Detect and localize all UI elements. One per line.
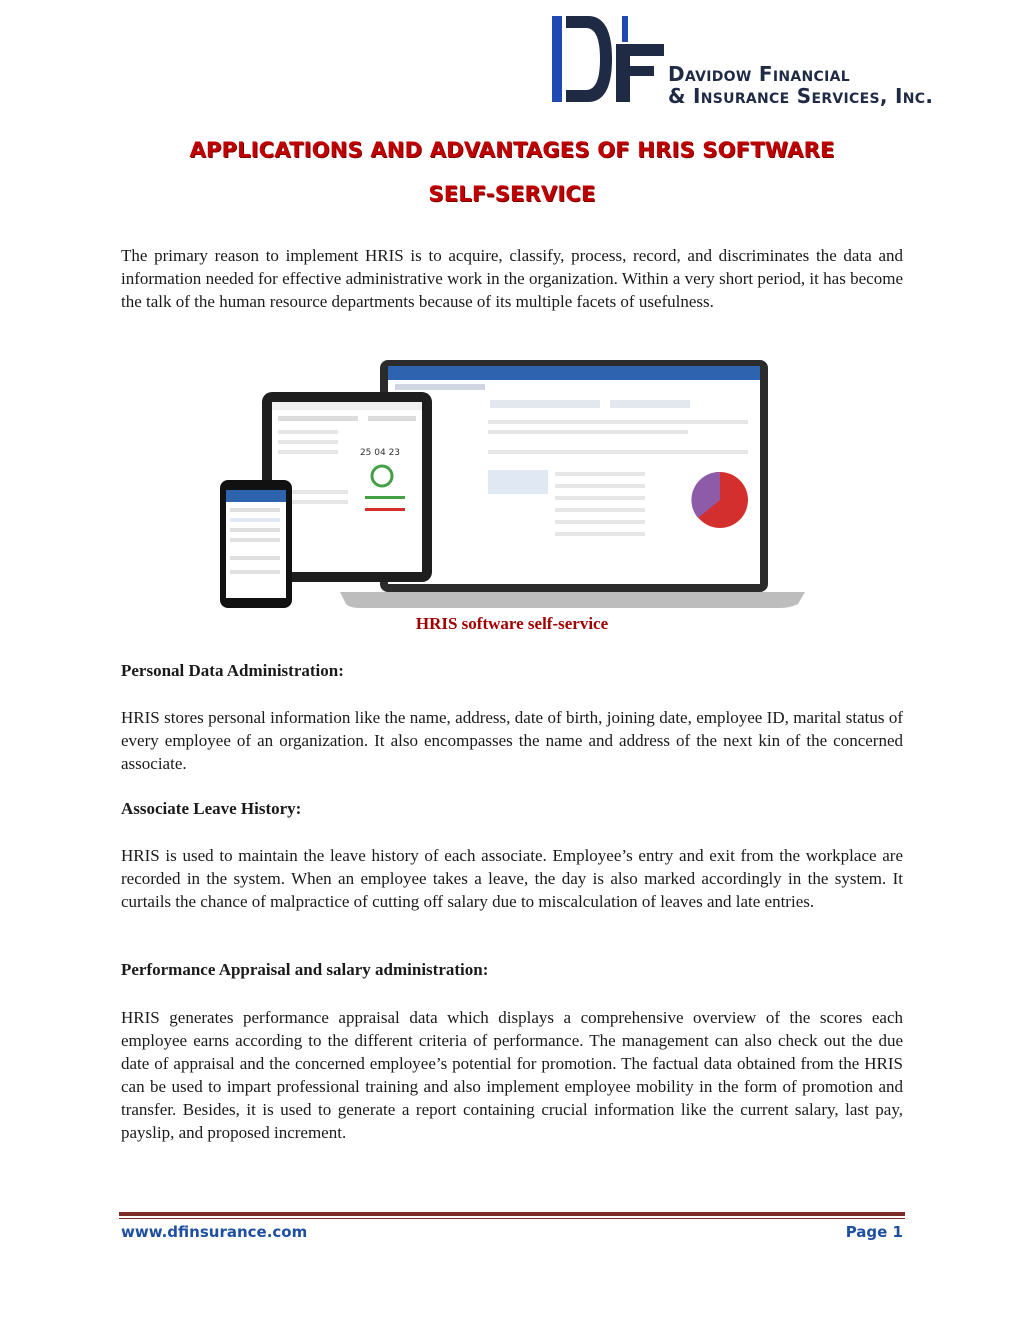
df-logo-mark <box>548 14 668 106</box>
footer-rule-thick <box>119 1212 905 1216</box>
tablet-screen <box>272 402 422 572</box>
footer-website-link[interactable]: www.dfinsurance.com <box>121 1223 308 1241</box>
logo-line-2: & Insurance Services, Inc. <box>668 84 934 108</box>
logo-wordmark <box>668 64 933 107</box>
figure-caption: HRIS software self-service <box>415 614 609 633</box>
footer-page-number: Page 1 <box>845 1223 903 1241</box>
section-body-performance-appraisal: HRIS generates performance appraisal data which displays a comprehensive overview of the scores each employee earns according to the different criteria of performance. The management can also check out the due date of appraisal and the concerned employee’s potential for promotion. The factual data obtained from the HRIS can be used to impart professional training and also implement employee mobility in the form of promotion and transfer. Besides, it is used to generate a report containing crucial information like the current salary, last pay, payslip, and proposed increment. <box>121 1008 903 1142</box>
company-logo <box>548 14 1008 106</box>
logo-line-1: Davidow Financial <box>668 62 850 86</box>
phone-screen <box>226 490 286 598</box>
section-body-leave-history: HRIS is used to maintain the leave history of each associate. Employee’s entry and exit from the workplace are recorded in the system. When an employee takes a leave, the day is also marked accordingly in the system. It curtails the chance of malpractice of cutting off salary due to miscalculation of leaves and late entries. <box>121 846 903 911</box>
devices-image <box>220 360 805 610</box>
page-title <box>110 128 914 216</box>
page-title-line-1: APPLICATIONS AND ADVANTAGES OF HRIS SOFTWARE <box>189 138 835 162</box>
devices-illustration <box>220 360 805 610</box>
footer-rule-thin <box>119 1218 905 1219</box>
section-body-personal-data: HRIS stores personal information like the name, address, date of birth, joining date, employee ID, marital status of every employee of an organization. It also encompasses the name and address of the next kin of the concerned associate. <box>121 708 903 773</box>
section-heading-personal-data: Personal Data Administration: <box>121 661 344 680</box>
intro-paragraph: The primary reason to implement HRIS is to acquire, classify, process, record, and discriminates the data and information needed for effective administrative work in the organization. Within a very short period, it has become the talk of the human resource departments because of its multiple facets of usefulness. <box>121 246 903 311</box>
page-title-line-2: SELF-SERVICE <box>428 182 596 206</box>
section-heading-performance-appraisal: Performance Appraisal and salary administration: <box>121 960 489 979</box>
section-heading-leave-history: Associate Leave History: <box>121 799 302 818</box>
tablet-date: 25 04 23 <box>359 448 401 458</box>
laptop-base <box>340 592 805 608</box>
